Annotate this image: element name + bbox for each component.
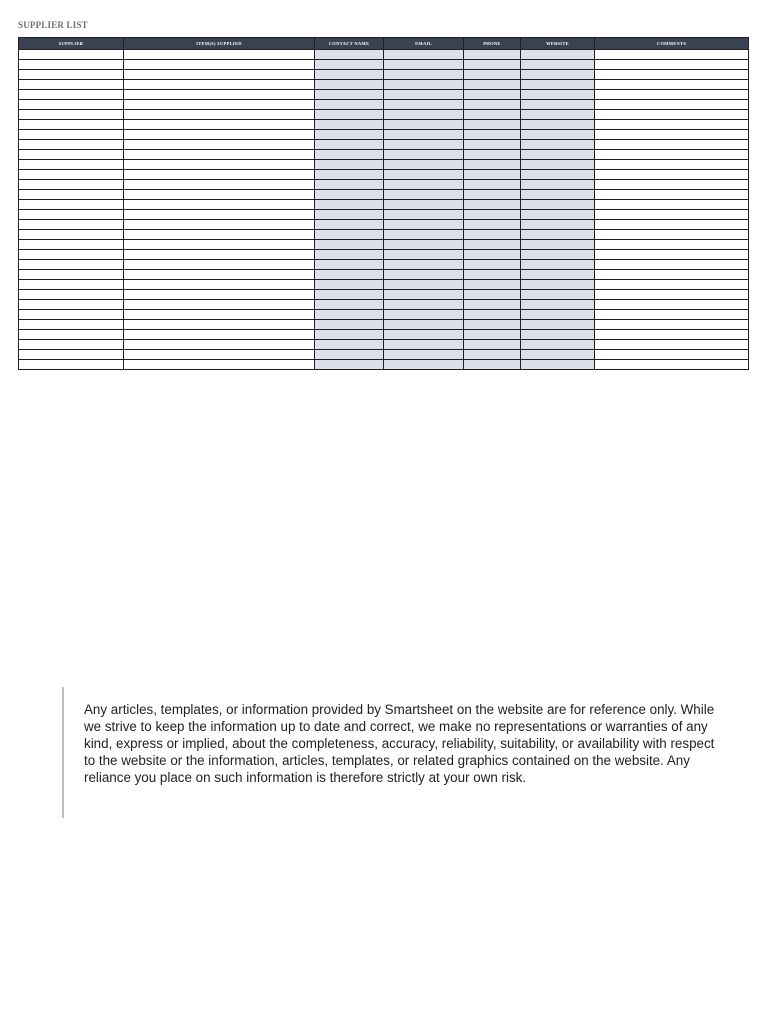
table-cell-comments[interactable]: [595, 320, 749, 330]
table-cell-supplier[interactable]: [19, 70, 124, 80]
table-cell-phone[interactable]: [464, 90, 521, 100]
table-cell-contact[interactable]: [315, 70, 384, 80]
table-cell-items[interactable]: [124, 160, 315, 170]
table-cell-contact[interactable]: [315, 160, 384, 170]
table-cell-website[interactable]: [521, 80, 595, 90]
table-cell-contact[interactable]: [315, 270, 384, 280]
table-cell-items[interactable]: [124, 340, 315, 350]
table-row: [19, 310, 749, 320]
table-row: [19, 200, 749, 210]
table-cell-email[interactable]: [384, 150, 464, 160]
table-cell-email[interactable]: [384, 350, 464, 360]
table-cell-contact[interactable]: [315, 280, 384, 290]
table-cell-supplier[interactable]: [19, 60, 124, 70]
table-cell-phone[interactable]: [464, 70, 521, 80]
table-header-row: [19, 38, 749, 50]
table-cell-comments[interactable]: [595, 240, 749, 250]
table-cell-phone[interactable]: [464, 180, 521, 190]
table-cell-supplier[interactable]: [19, 270, 124, 280]
table-cell-contact[interactable]: [315, 310, 384, 320]
table-cell-contact[interactable]: [315, 320, 384, 330]
table-cell-website[interactable]: [521, 130, 595, 140]
table-row: [19, 150, 749, 160]
table-cell-phone[interactable]: [464, 170, 521, 180]
table-cell-website[interactable]: [521, 140, 595, 150]
table-row: [19, 240, 749, 250]
table-cell-phone[interactable]: [464, 340, 521, 350]
disclaimer-box: [62, 687, 722, 818]
table-cell-items[interactable]: [124, 290, 315, 300]
table-cell-contact[interactable]: [315, 240, 384, 250]
table-row: [19, 140, 749, 150]
table-cell-contact[interactable]: [315, 210, 384, 220]
table-cell-phone[interactable]: [464, 100, 521, 110]
column-header-website: WEBSITE: [521, 38, 595, 50]
table-cell-contact[interactable]: [315, 100, 384, 110]
table-cell-comments[interactable]: [595, 220, 749, 230]
table-cell-supplier[interactable]: [19, 360, 124, 370]
table-cell-items[interactable]: [124, 320, 315, 330]
table-row: [19, 330, 749, 340]
table-row: [19, 110, 749, 120]
column-header-email: EMAIL: [384, 38, 464, 50]
table-cell-comments[interactable]: [595, 350, 749, 360]
table-cell-supplier[interactable]: [19, 200, 124, 210]
table-cell-contact[interactable]: [315, 130, 384, 140]
table-cell-website[interactable]: [521, 320, 595, 330]
table-cell-items[interactable]: [124, 300, 315, 310]
table-cell-contact[interactable]: [315, 110, 384, 120]
table-row: [19, 90, 749, 100]
table-cell-items[interactable]: [124, 140, 315, 150]
table-row: [19, 80, 749, 90]
table-cell-phone[interactable]: [464, 130, 521, 140]
table-cell-supplier[interactable]: [19, 140, 124, 150]
table-cell-website[interactable]: [521, 250, 595, 260]
table-cell-website[interactable]: [521, 330, 595, 340]
table-cell-phone[interactable]: [464, 190, 521, 200]
table-cell-contact[interactable]: [315, 230, 384, 240]
table-cell-items[interactable]: [124, 280, 315, 290]
table-cell-phone[interactable]: [464, 240, 521, 250]
table-cell-comments[interactable]: [595, 70, 749, 80]
table-cell-website[interactable]: [521, 300, 595, 310]
table-cell-phone[interactable]: [464, 250, 521, 260]
table-cell-items[interactable]: [124, 230, 315, 240]
table-cell-items[interactable]: [124, 210, 315, 220]
table-cell-supplier[interactable]: [19, 300, 124, 310]
table-cell-website[interactable]: [521, 180, 595, 190]
table-cell-email[interactable]: [384, 320, 464, 330]
table-cell-comments[interactable]: [595, 360, 749, 370]
table-cell-supplier[interactable]: [19, 350, 124, 360]
table-cell-contact[interactable]: [315, 90, 384, 100]
page-title: SUPPLIER LIST: [18, 20, 88, 30]
table-cell-supplier[interactable]: [19, 330, 124, 340]
table-cell-phone[interactable]: [464, 360, 521, 370]
table-cell-comments[interactable]: [595, 270, 749, 280]
table-row: [19, 230, 749, 240]
table-row: [19, 180, 749, 190]
table-cell-website[interactable]: [521, 160, 595, 170]
table-cell-contact[interactable]: [315, 140, 384, 150]
table-cell-website[interactable]: [521, 350, 595, 360]
table-cell-website[interactable]: [521, 210, 595, 220]
table-cell-items[interactable]: [124, 90, 315, 100]
table-cell-items[interactable]: [124, 170, 315, 180]
table-cell-email[interactable]: [384, 340, 464, 350]
table-cell-items[interactable]: [124, 330, 315, 340]
table-cell-website[interactable]: [521, 120, 595, 130]
column-header-comments: COMMENTS: [595, 38, 749, 50]
table-cell-contact[interactable]: [315, 50, 384, 60]
table-cell-website[interactable]: [521, 110, 595, 120]
table-cell-phone[interactable]: [464, 270, 521, 280]
table-cell-comments[interactable]: [595, 180, 749, 190]
table-cell-comments[interactable]: [595, 250, 749, 260]
table-cell-supplier[interactable]: [19, 80, 124, 90]
table-cell-contact[interactable]: [315, 150, 384, 160]
table-cell-comments[interactable]: [595, 50, 749, 60]
table-cell-contact[interactable]: [315, 330, 384, 340]
table-cell-supplier[interactable]: [19, 290, 124, 300]
table-cell-supplier[interactable]: [19, 110, 124, 120]
table-cell-website[interactable]: [521, 70, 595, 80]
table-cell-phone[interactable]: [464, 110, 521, 120]
table-cell-email[interactable]: [384, 120, 464, 130]
table-cell-contact[interactable]: [315, 180, 384, 190]
table-cell-contact[interactable]: [315, 200, 384, 210]
table-row: [19, 270, 749, 280]
table-cell-comments[interactable]: [595, 110, 749, 120]
table-row: [19, 50, 749, 60]
table-cell-email[interactable]: [384, 160, 464, 170]
table-cell-phone[interactable]: [464, 320, 521, 330]
table-cell-items[interactable]: [124, 100, 315, 110]
table-row: [19, 290, 749, 300]
table-cell-supplier[interactable]: [19, 230, 124, 240]
table-cell-phone[interactable]: [464, 330, 521, 340]
table-cell-email[interactable]: [384, 170, 464, 180]
table-cell-contact[interactable]: [315, 340, 384, 350]
table-cell-comments[interactable]: [595, 100, 749, 110]
table-cell-phone[interactable]: [464, 160, 521, 170]
table-cell-comments[interactable]: [595, 60, 749, 70]
table-cell-website[interactable]: [521, 280, 595, 290]
table-cell-supplier[interactable]: [19, 170, 124, 180]
table-cell-comments[interactable]: [595, 90, 749, 100]
table-row: [19, 320, 749, 330]
table-cell-comments[interactable]: [595, 80, 749, 90]
table-cell-phone[interactable]: [464, 50, 521, 60]
table-cell-website[interactable]: [521, 170, 595, 180]
table-cell-phone[interactable]: [464, 150, 521, 160]
table-cell-email[interactable]: [384, 210, 464, 220]
table-cell-email[interactable]: [384, 180, 464, 190]
table-cell-phone[interactable]: [464, 210, 521, 220]
table-cell-email[interactable]: [384, 330, 464, 340]
table-cell-contact[interactable]: [315, 260, 384, 270]
table-cell-supplier[interactable]: [19, 180, 124, 190]
table-cell-phone[interactable]: [464, 220, 521, 230]
table-cell-contact[interactable]: [315, 290, 384, 300]
table-row: [19, 170, 749, 180]
table-cell-comments[interactable]: [595, 230, 749, 240]
table-cell-website[interactable]: [521, 240, 595, 250]
table-cell-phone[interactable]: [464, 290, 521, 300]
table-cell-items[interactable]: [124, 130, 315, 140]
table-cell-email[interactable]: [384, 230, 464, 240]
table-row: [19, 210, 749, 220]
table-cell-supplier[interactable]: [19, 160, 124, 170]
table-cell-supplier[interactable]: [19, 340, 124, 350]
table-cell-email[interactable]: [384, 250, 464, 260]
table-cell-website[interactable]: [521, 100, 595, 110]
table-row: [19, 120, 749, 130]
table-cell-comments[interactable]: [595, 200, 749, 210]
table-cell-items[interactable]: [124, 350, 315, 360]
table-row: [19, 340, 749, 350]
table-cell-contact[interactable]: [315, 250, 384, 260]
table-cell-items[interactable]: [124, 200, 315, 210]
table-cell-supplier[interactable]: [19, 90, 124, 100]
table-cell-items[interactable]: [124, 240, 315, 250]
table-cell-comments[interactable]: [595, 190, 749, 200]
table-cell-comments[interactable]: [595, 300, 749, 310]
table-cell-items[interactable]: [124, 270, 315, 280]
table-cell-website[interactable]: [521, 60, 595, 70]
table-cell-website[interactable]: [521, 260, 595, 270]
table-cell-website[interactable]: [521, 90, 595, 100]
table-cell-comments[interactable]: [595, 170, 749, 180]
table-cell-items[interactable]: [124, 190, 315, 200]
table-cell-comments[interactable]: [595, 330, 749, 340]
table-cell-comments[interactable]: [595, 160, 749, 170]
table-cell-email[interactable]: [384, 300, 464, 310]
table-cell-email[interactable]: [384, 280, 464, 290]
table-cell-items[interactable]: [124, 310, 315, 320]
table-cell-supplier[interactable]: [19, 240, 124, 250]
table-cell-supplier[interactable]: [19, 50, 124, 60]
table-row: [19, 190, 749, 200]
table-cell-phone[interactable]: [464, 200, 521, 210]
table-cell-items[interactable]: [124, 60, 315, 70]
table-cell-website[interactable]: [521, 200, 595, 210]
table-cell-items[interactable]: [124, 260, 315, 270]
table-cell-website[interactable]: [521, 270, 595, 280]
table-cell-items[interactable]: [124, 110, 315, 120]
table-cell-items[interactable]: [124, 180, 315, 190]
column-header-items-supplied: ITEM(S) SUPPLIED: [124, 38, 315, 50]
table-cell-website[interactable]: [521, 230, 595, 240]
table-cell-contact[interactable]: [315, 360, 384, 370]
table-cell-contact[interactable]: [315, 60, 384, 70]
table-cell-email[interactable]: [384, 290, 464, 300]
table-cell-items[interactable]: [124, 220, 315, 230]
table-cell-email[interactable]: [384, 60, 464, 70]
table-cell-website[interactable]: [521, 190, 595, 200]
table-body: [19, 50, 749, 370]
table-cell-website[interactable]: [521, 50, 595, 60]
table-cell-email[interactable]: [384, 50, 464, 60]
table-cell-email[interactable]: [384, 360, 464, 370]
table-cell-contact[interactable]: [315, 190, 384, 200]
table-cell-email[interactable]: [384, 220, 464, 230]
table-cell-comments[interactable]: [595, 280, 749, 290]
table-cell-phone[interactable]: [464, 260, 521, 270]
table-cell-items[interactable]: [124, 120, 315, 130]
table-cell-email[interactable]: [384, 110, 464, 120]
table-cell-supplier[interactable]: [19, 310, 124, 320]
table-cell-contact[interactable]: [315, 80, 384, 90]
table-cell-email[interactable]: [384, 70, 464, 80]
table-cell-contact[interactable]: [315, 220, 384, 230]
table-cell-comments[interactable]: [595, 120, 749, 130]
table-row: [19, 360, 749, 370]
table-cell-comments[interactable]: [595, 210, 749, 220]
table-cell-comments[interactable]: [595, 150, 749, 160]
table-row: [19, 260, 749, 270]
table-cell-phone[interactable]: [464, 350, 521, 360]
table-cell-phone[interactable]: [464, 60, 521, 70]
column-header-phone: PHONE: [464, 38, 521, 50]
table-cell-supplier[interactable]: [19, 280, 124, 290]
table-cell-email[interactable]: [384, 200, 464, 210]
table-cell-website[interactable]: [521, 220, 595, 230]
table-row: [19, 280, 749, 290]
table-cell-contact[interactable]: [315, 170, 384, 180]
table-cell-phone[interactable]: [464, 310, 521, 320]
table-cell-website[interactable]: [521, 360, 595, 370]
table-cell-email[interactable]: [384, 100, 464, 110]
table-cell-phone[interactable]: [464, 230, 521, 240]
table-cell-comments[interactable]: [595, 140, 749, 150]
table-cell-comments[interactable]: [595, 260, 749, 270]
table-cell-comments[interactable]: [595, 290, 749, 300]
table-cell-items[interactable]: [124, 80, 315, 90]
table-cell-email[interactable]: [384, 130, 464, 140]
disclaimer-text: Any articles, templates, or information provided by Smartsheet on the website are for reference only. While we strive to keep the information up to date and correct, we make no representations or warranties of any kind, express or implied, about the completeness, accuracy, reliability, suitability, or availability with respect to the website or the information, articles, templates, or related graphics contained on the website. Any reliance you place on such information is therefore strictly at your own risk.: [84, 702, 715, 785]
column-header-contact-name: CONTACT NAME: [315, 38, 384, 50]
table-row: [19, 60, 749, 70]
table-cell-website[interactable]: [521, 310, 595, 320]
column-header-supplier: SUPPLIER: [19, 38, 124, 50]
table-cell-email[interactable]: [384, 80, 464, 90]
table-row: [19, 250, 749, 260]
table-row: [19, 160, 749, 170]
table-row: [19, 300, 749, 310]
table-cell-comments[interactable]: [595, 130, 749, 140]
table-cell-website[interactable]: [521, 340, 595, 350]
table-cell-phone[interactable]: [464, 280, 521, 290]
table-cell-email[interactable]: [384, 140, 464, 150]
table-cell-email[interactable]: [384, 270, 464, 280]
table-cell-items[interactable]: [124, 50, 315, 60]
table-cell-supplier[interactable]: [19, 250, 124, 260]
table-cell-supplier[interactable]: [19, 120, 124, 130]
table-cell-email[interactable]: [384, 90, 464, 100]
table-cell-supplier[interactable]: [19, 220, 124, 230]
table-cell-email[interactable]: [384, 240, 464, 250]
table-cell-phone[interactable]: [464, 120, 521, 130]
table-cell-email[interactable]: [384, 260, 464, 270]
table-row: [19, 130, 749, 140]
table-cell-items[interactable]: [124, 150, 315, 160]
table-cell-supplier[interactable]: [19, 100, 124, 110]
table-cell-contact[interactable]: [315, 300, 384, 310]
table-cell-supplier[interactable]: [19, 190, 124, 200]
table-cell-supplier[interactable]: [19, 320, 124, 330]
table-row: [19, 350, 749, 360]
table-cell-website[interactable]: [521, 290, 595, 300]
table-cell-email[interactable]: [384, 310, 464, 320]
table-cell-items[interactable]: [124, 250, 315, 260]
table-cell-phone[interactable]: [464, 80, 521, 90]
table-cell-contact[interactable]: [315, 350, 384, 360]
table-row: [19, 220, 749, 230]
table-cell-email[interactable]: [384, 190, 464, 200]
table-cell-phone[interactable]: [464, 300, 521, 310]
table-cell-comments[interactable]: [595, 310, 749, 320]
supplier-table: [18, 37, 749, 370]
table-cell-supplier[interactable]: [19, 210, 124, 220]
table-cell-phone[interactable]: [464, 140, 521, 150]
table-row: [19, 70, 749, 80]
table-cell-supplier[interactable]: [19, 260, 124, 270]
table-cell-items[interactable]: [124, 360, 315, 370]
table-cell-contact[interactable]: [315, 120, 384, 130]
table-cell-supplier[interactable]: [19, 150, 124, 160]
table-cell-items[interactable]: [124, 70, 315, 80]
table-cell-supplier[interactable]: [19, 130, 124, 140]
table-cell-comments[interactable]: [595, 340, 749, 350]
table-row: [19, 100, 749, 110]
table-cell-website[interactable]: [521, 150, 595, 160]
